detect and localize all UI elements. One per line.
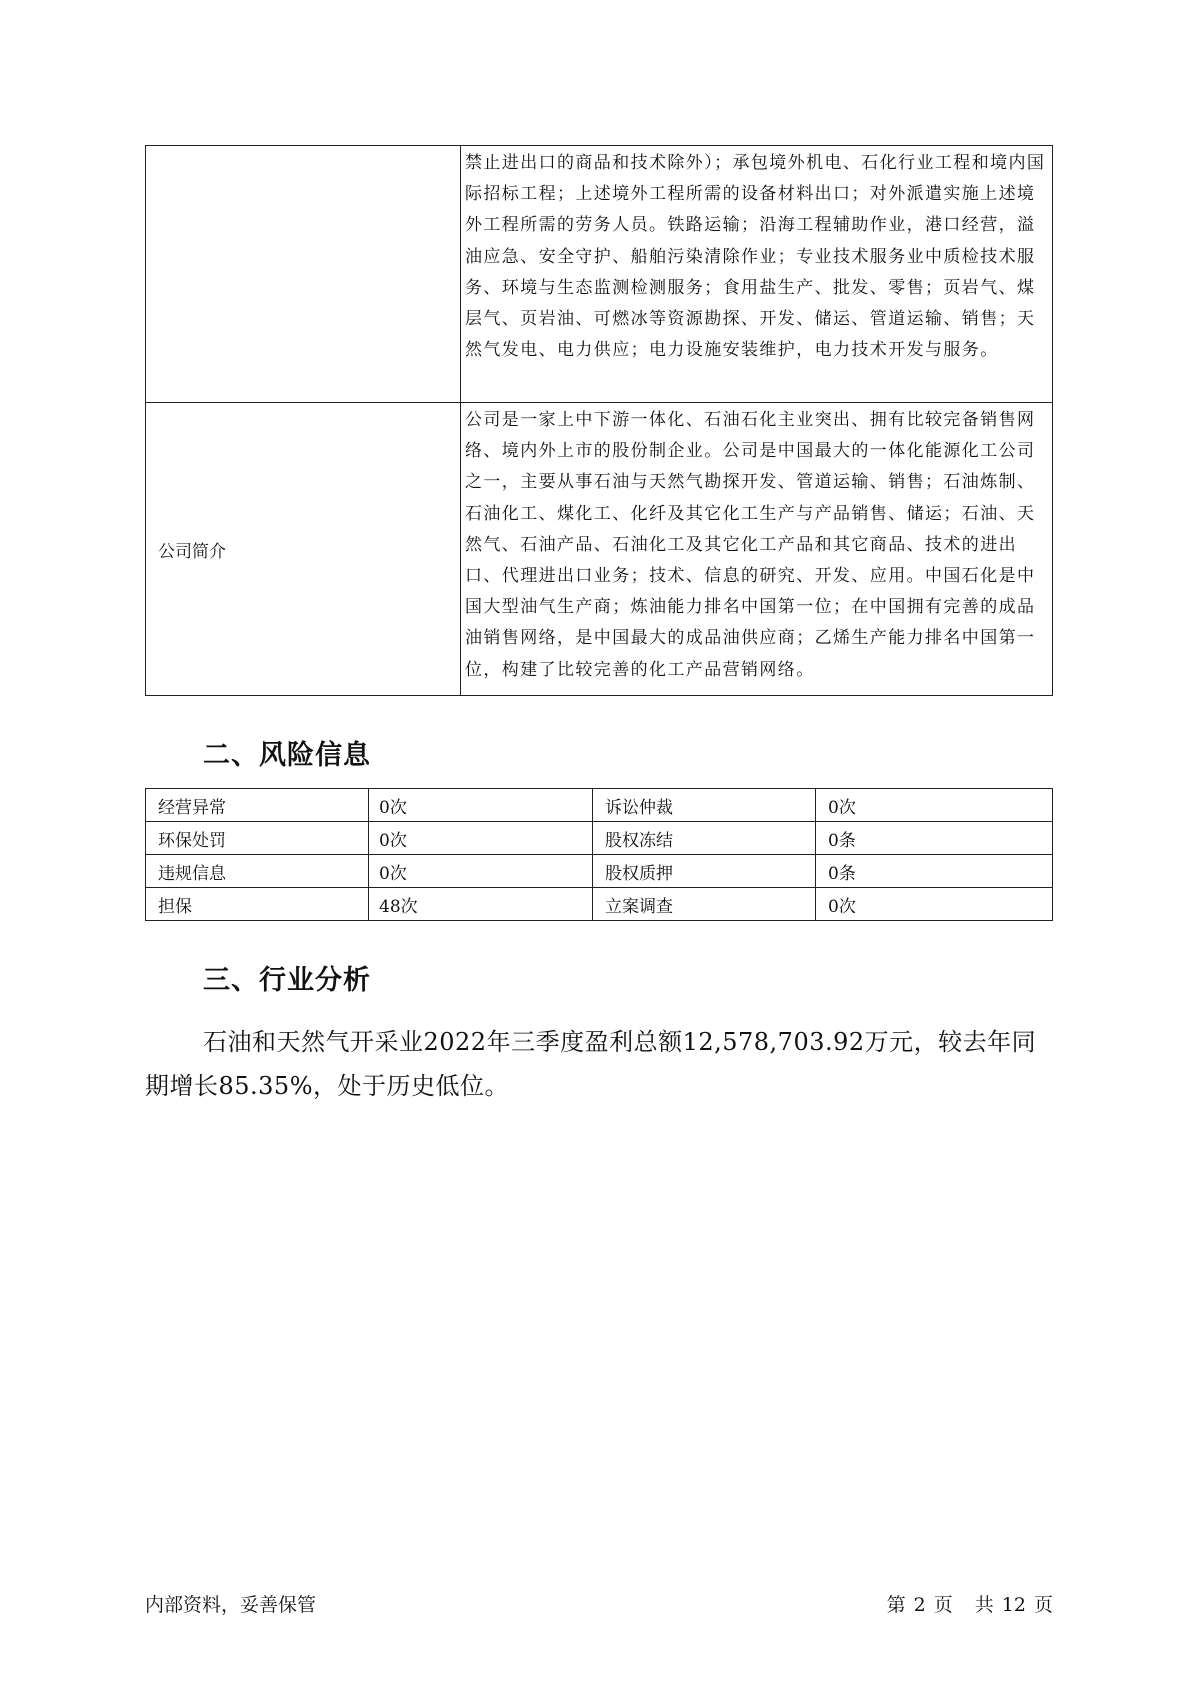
table-row [146,888,1053,921]
table-row [146,789,1053,822]
risk-label: 立案调查 [593,888,816,921]
page-indicator [879,1590,1053,1617]
risk-label: 诉讼仲裁 [593,789,816,822]
risk-table [145,788,1053,921]
row-label: 公司简介 [146,403,461,696]
risk-label: 担保 [146,888,369,921]
risk-label: 违规信息 [146,855,369,888]
risk-value: 0次 [369,789,593,822]
company-info-table [145,145,1053,696]
page-number: 2 [913,1594,926,1616]
row-label [146,146,461,403]
company-profile-text: 公司是一家上中下游一体化、石油石化主业突出、拥有比较完备销售网络、境内外上市的股份制企业。公司是中国最大的一体化能源化工公司之一，主要从事石油与天然气勘探开发、管道运输、销售；石油炼制、石油化工、煤化工、化纤及其它化工生产与产品销售、储运；石油、天然气、石油产品、石油化工及其它化工产品和其它商品、技术的进出口、代理进出口业务；技术、信息的研究、开发、应用。中国石化是中国大型油气生产商；炼油能力排名中国第一位；在中国拥有完善的成品油销售网络，是中国最大的成品油供应商；乙烯生产能力排名中国第一位，构建了比较完善的化工产品营销网络。 [461,403,1053,696]
table-row [146,822,1053,855]
industry-heading: 三、行业分析 [203,965,371,996]
risk-heading: 二、风险信息 [203,740,371,771]
table-row [146,146,1053,403]
risk-value: 0次 [816,888,1053,921]
total-prefix: 共 [974,1594,994,1616]
risk-value: 0次 [369,855,593,888]
risk-label: 经营异常 [146,789,369,822]
risk-value: 0条 [816,855,1053,888]
risk-value: 0次 [816,789,1053,822]
risk-value: 48次 [369,888,593,921]
table-row [146,403,1053,696]
table-row [146,855,1053,888]
total-unit: 页 [1033,1594,1053,1616]
industry-paragraph: 石油和天然气开采业2022年三季度盈利总额12,578,703.92万元，较去年同期增长85.35%，处于历史低位。 [145,1028,1037,1100]
total-pages: 12 [1001,1594,1026,1616]
page-prefix: 第 [886,1594,906,1616]
risk-value: 0条 [816,822,1053,855]
risk-label: 股权质押 [593,855,816,888]
risk-value: 0次 [369,822,593,855]
risk-label: 股权冻结 [593,822,816,855]
business-scope-text: 禁止进出口的商品和技术除外）；承包境外机电、石化行业工程和境内国际招标工程；上述境外工程所需的设备材料出口；对外派遣实施上述境外工程所需的劳务人员。铁路运输；沿海工程辅助作业，港口经营，溢油应急、安全守护、船舶污染清除作业；专业技术服务业中质检技术服务、环境与生态监测检测服务；食用盐生产、批发、零售；页岩气、煤层气、页岩油、可燃冰等资源勘探、开发、储运、管道运输、销售；天然气发电、电力供应；电力设施安装维护，电力技术开发与服务。 [461,146,1053,403]
confidential-note: 内部资料，妥善保管 [145,1594,317,1616]
page-unit: 页 [933,1594,953,1616]
risk-label: 环保处罚 [146,822,369,855]
